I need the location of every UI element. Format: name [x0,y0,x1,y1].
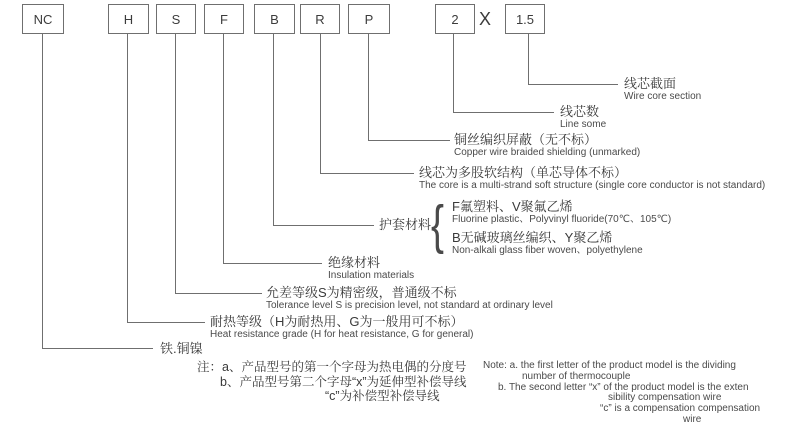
callout-copper-shield-cn: 铜丝编织屏蔽（无不标） [454,132,598,147]
callout-heat-resistance [210,314,473,340]
note-en-line-4: sibility compensation wire [608,392,722,404]
sheath-option-fv-cn: F氟塑料、V聚氟乙烯 [452,199,573,214]
code-box-nc: NC [22,4,64,34]
sheath-option-by-cn: B无碱玻璃丝编织、Y聚乙烯 [452,230,613,245]
sheath-option-by-en: Non-alkali glass fiber woven、polyethylene [452,245,643,256]
note-en-line-6: wire [683,413,702,425]
sheath-option-fv [452,199,671,225]
code-box-r: R [300,4,340,34]
callout-wire-core-section [624,76,701,102]
callout-multi-strand-en: The core is a multi-strand soft structure (single core conductor is not standard) [419,180,766,191]
callout-line-some-en: Line some [560,119,607,130]
callout-insulation-cn: 绝缘材料 [328,255,381,270]
callout-line-some [560,104,606,130]
code-box-s: S [156,4,196,34]
code-box-f: F [204,4,244,34]
callout-wire-core-section-en: Wire core section [624,91,702,102]
note-en-line-3: b. The second letter “x” of the product model is the exten [498,381,749,393]
note-cn-line-a: 注：a、产品型号的第一个字母为热电偶的分度号 [197,360,467,374]
callout-copper-shield [454,132,640,158]
callout-heat-resistance-en: Heat resistance grade (H for heat resistance, G for general) [210,329,474,340]
callout-heat-resistance-cn: 耐热等级（H为耐热用、G为一般用可不标） [210,314,464,329]
callout-tolerance-cn: 允差等级S为精密级，普通级不标 [266,285,457,300]
callout-iron-copper-nickel-cn: 铁.铜镍 [160,341,203,356]
notes-english [483,361,760,426]
connector-p [368,34,450,141]
callout-line-some-cn: 线芯数 [560,104,600,119]
code-box-2: 2 [435,4,475,34]
callout-wire-core-section-cn: 线芯截面 [624,76,677,91]
callout-multi-strand-cn: 线芯为多股软结构（单芯导体不标） [419,165,628,180]
note-en-line-5: “c” is a compensation compensation [600,403,761,415]
callout-insulation [328,255,414,281]
multiply-symbol: X [479,9,492,29]
note-cn-line-c: “c”为补偿型补偿导线 [325,389,440,404]
code-box-p: P [348,4,390,34]
callout-iron-copper-nickel [160,341,203,356]
callout-tolerance [266,285,553,311]
sheath-option-by [452,230,643,256]
code-box-h: H [108,4,149,34]
code-box-b: B [254,4,295,34]
sheath-option-fv-en: Fluorine plastic、Polyvinyl fluoride(70℃、105℃) [452,214,672,225]
callout-sheath-material [379,217,431,232]
callout-copper-shield-en: Copper wire braided shielding (unmarked) [454,147,641,158]
note-cn-line-b: b、产品型号第二个字母“x”为延伸型补偿导线 [220,374,467,389]
connector-1-5 [528,34,618,85]
code-box-1-5: 1.5 [505,4,545,34]
callout-tolerance-en: Tolerance level S is precision level, not standard at ordinary level [266,300,553,311]
note-en-line-2: number of thermocouple [522,370,631,382]
notes-chinese [197,360,467,404]
brace-icon: { [431,195,444,255]
callout-sheath-material-cn: 护套材料 [379,217,432,232]
callout-insulation-en: Insulation materials [328,270,415,281]
callout-multi-strand [419,165,765,191]
note-en-line-1: Note: a. the first letter of the product model is the dividing [483,360,736,371]
